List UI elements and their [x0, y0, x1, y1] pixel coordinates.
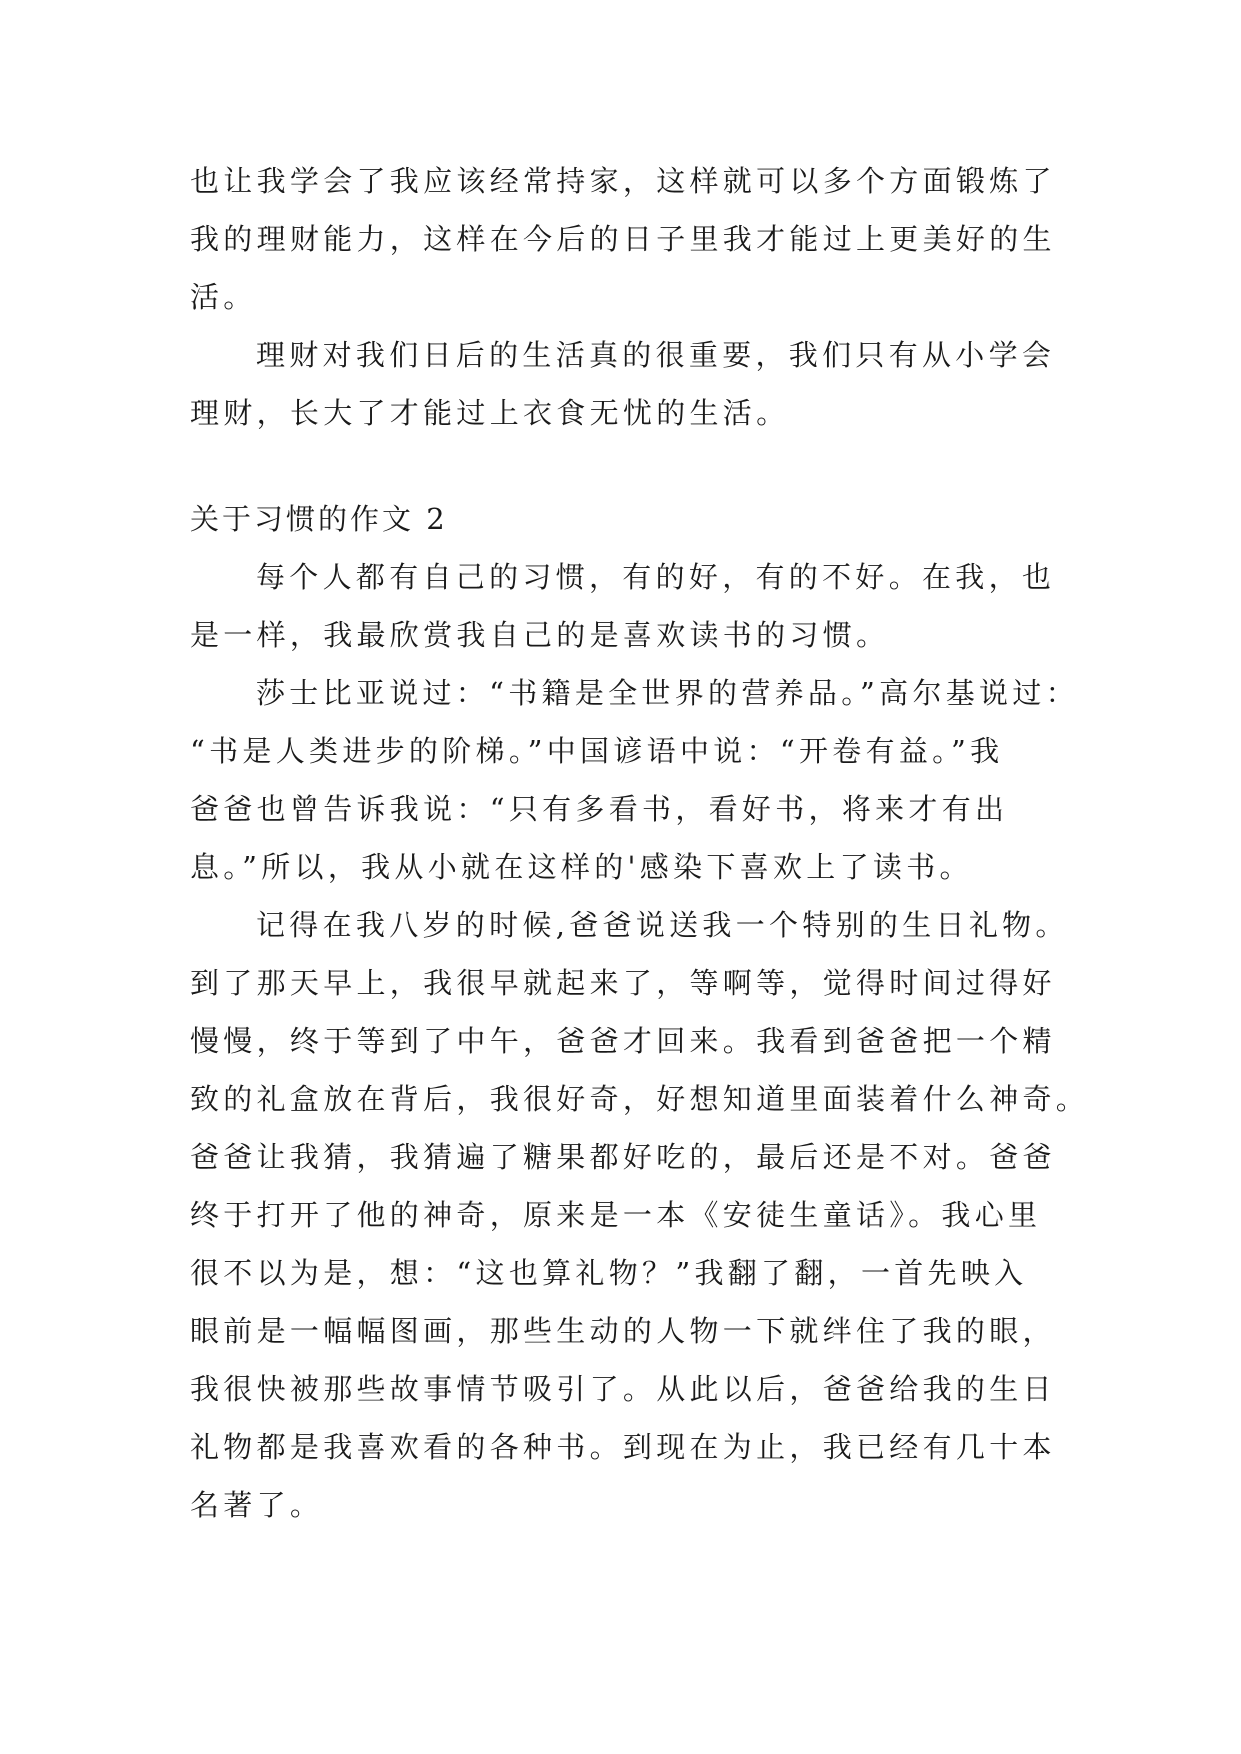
section-gap: [190, 442, 1060, 490]
text-line: 到了那天早上，我很早就起来了，等啊等，觉得时间过得好: [190, 966, 1056, 1000]
paragraph: [190, 326, 1060, 442]
document-body: [190, 152, 1090, 1534]
text-line: 也让我学会了我应该经常持家，这样就可以多个方面锻炼了: [190, 164, 1056, 198]
section-title: 关于习惯的作文 2: [190, 502, 448, 536]
text-line: 很不以为是，想：“这也算礼物？”我翻了翻，一首先映入: [190, 1256, 1028, 1290]
text-line: 理财，长大了才能过上衣食无忧的生活。: [190, 396, 790, 430]
text-line: 我的理财能力，这样在今后的日子里我才能过上更美好的生: [190, 222, 1056, 256]
text-line: 记得在我八岁的时候,爸爸说送我一个特别的生日礼物。: [256, 908, 1069, 942]
text-line: “书是人类进步的阶梯。”中国谚语中说：“开卷有益。”我: [190, 734, 1004, 768]
paragraph: [190, 664, 1079, 896]
text-line: 息。”所以，我从小就在这样的'感染下喜欢上了读书。: [190, 850, 973, 884]
text-line: 每个人都有自己的习惯，有的好，有的不好。在我，也: [256, 560, 1056, 594]
text-line: 活。: [190, 280, 257, 314]
text-line: 是一样，我最欣赏我自己的是喜欢读书的习惯。: [190, 618, 890, 652]
paragraph: [190, 548, 1060, 664]
text-line: 莎士比亚说过：“书籍是全世界的营养品。”高尔基说过：: [256, 676, 1079, 710]
text-line: 我很快被那些故事情节吸引了。从此以后，爸爸给我的生日: [190, 1372, 1056, 1406]
text-line: 慢慢，终于等到了中午，爸爸才回来。我看到爸爸把一个精: [190, 1024, 1056, 1058]
text-line: 爸爸让我猜，我猜遍了糖果都好吃的，最后还是不对。爸爸: [190, 1140, 1056, 1174]
text-line: 礼物都是我喜欢看的各种书。到现在为止，我已经有几十本: [190, 1430, 1056, 1464]
text-line: 终于打开了他的神奇，原来是一本《安徒生童话》。我心里: [190, 1198, 1042, 1232]
text-line: 名著了。: [190, 1488, 324, 1522]
paragraph: [190, 152, 1060, 326]
paragraph: [190, 896, 1090, 1534]
text-line: 爸爸也曾告诉我说：“只有多看书，看好书，将来才有出: [190, 792, 1009, 826]
text-line: 眼前是一幅幅图画，那些生动的人物一下就绊住了我的眼，: [190, 1314, 1056, 1348]
text-line: 理财对我们日后的生活真的很重要，我们只有从小学会: [256, 338, 1056, 372]
text-line: 致的礼盒放在背后，我很好奇，好想知道里面装着什么神奇。: [190, 1082, 1090, 1116]
